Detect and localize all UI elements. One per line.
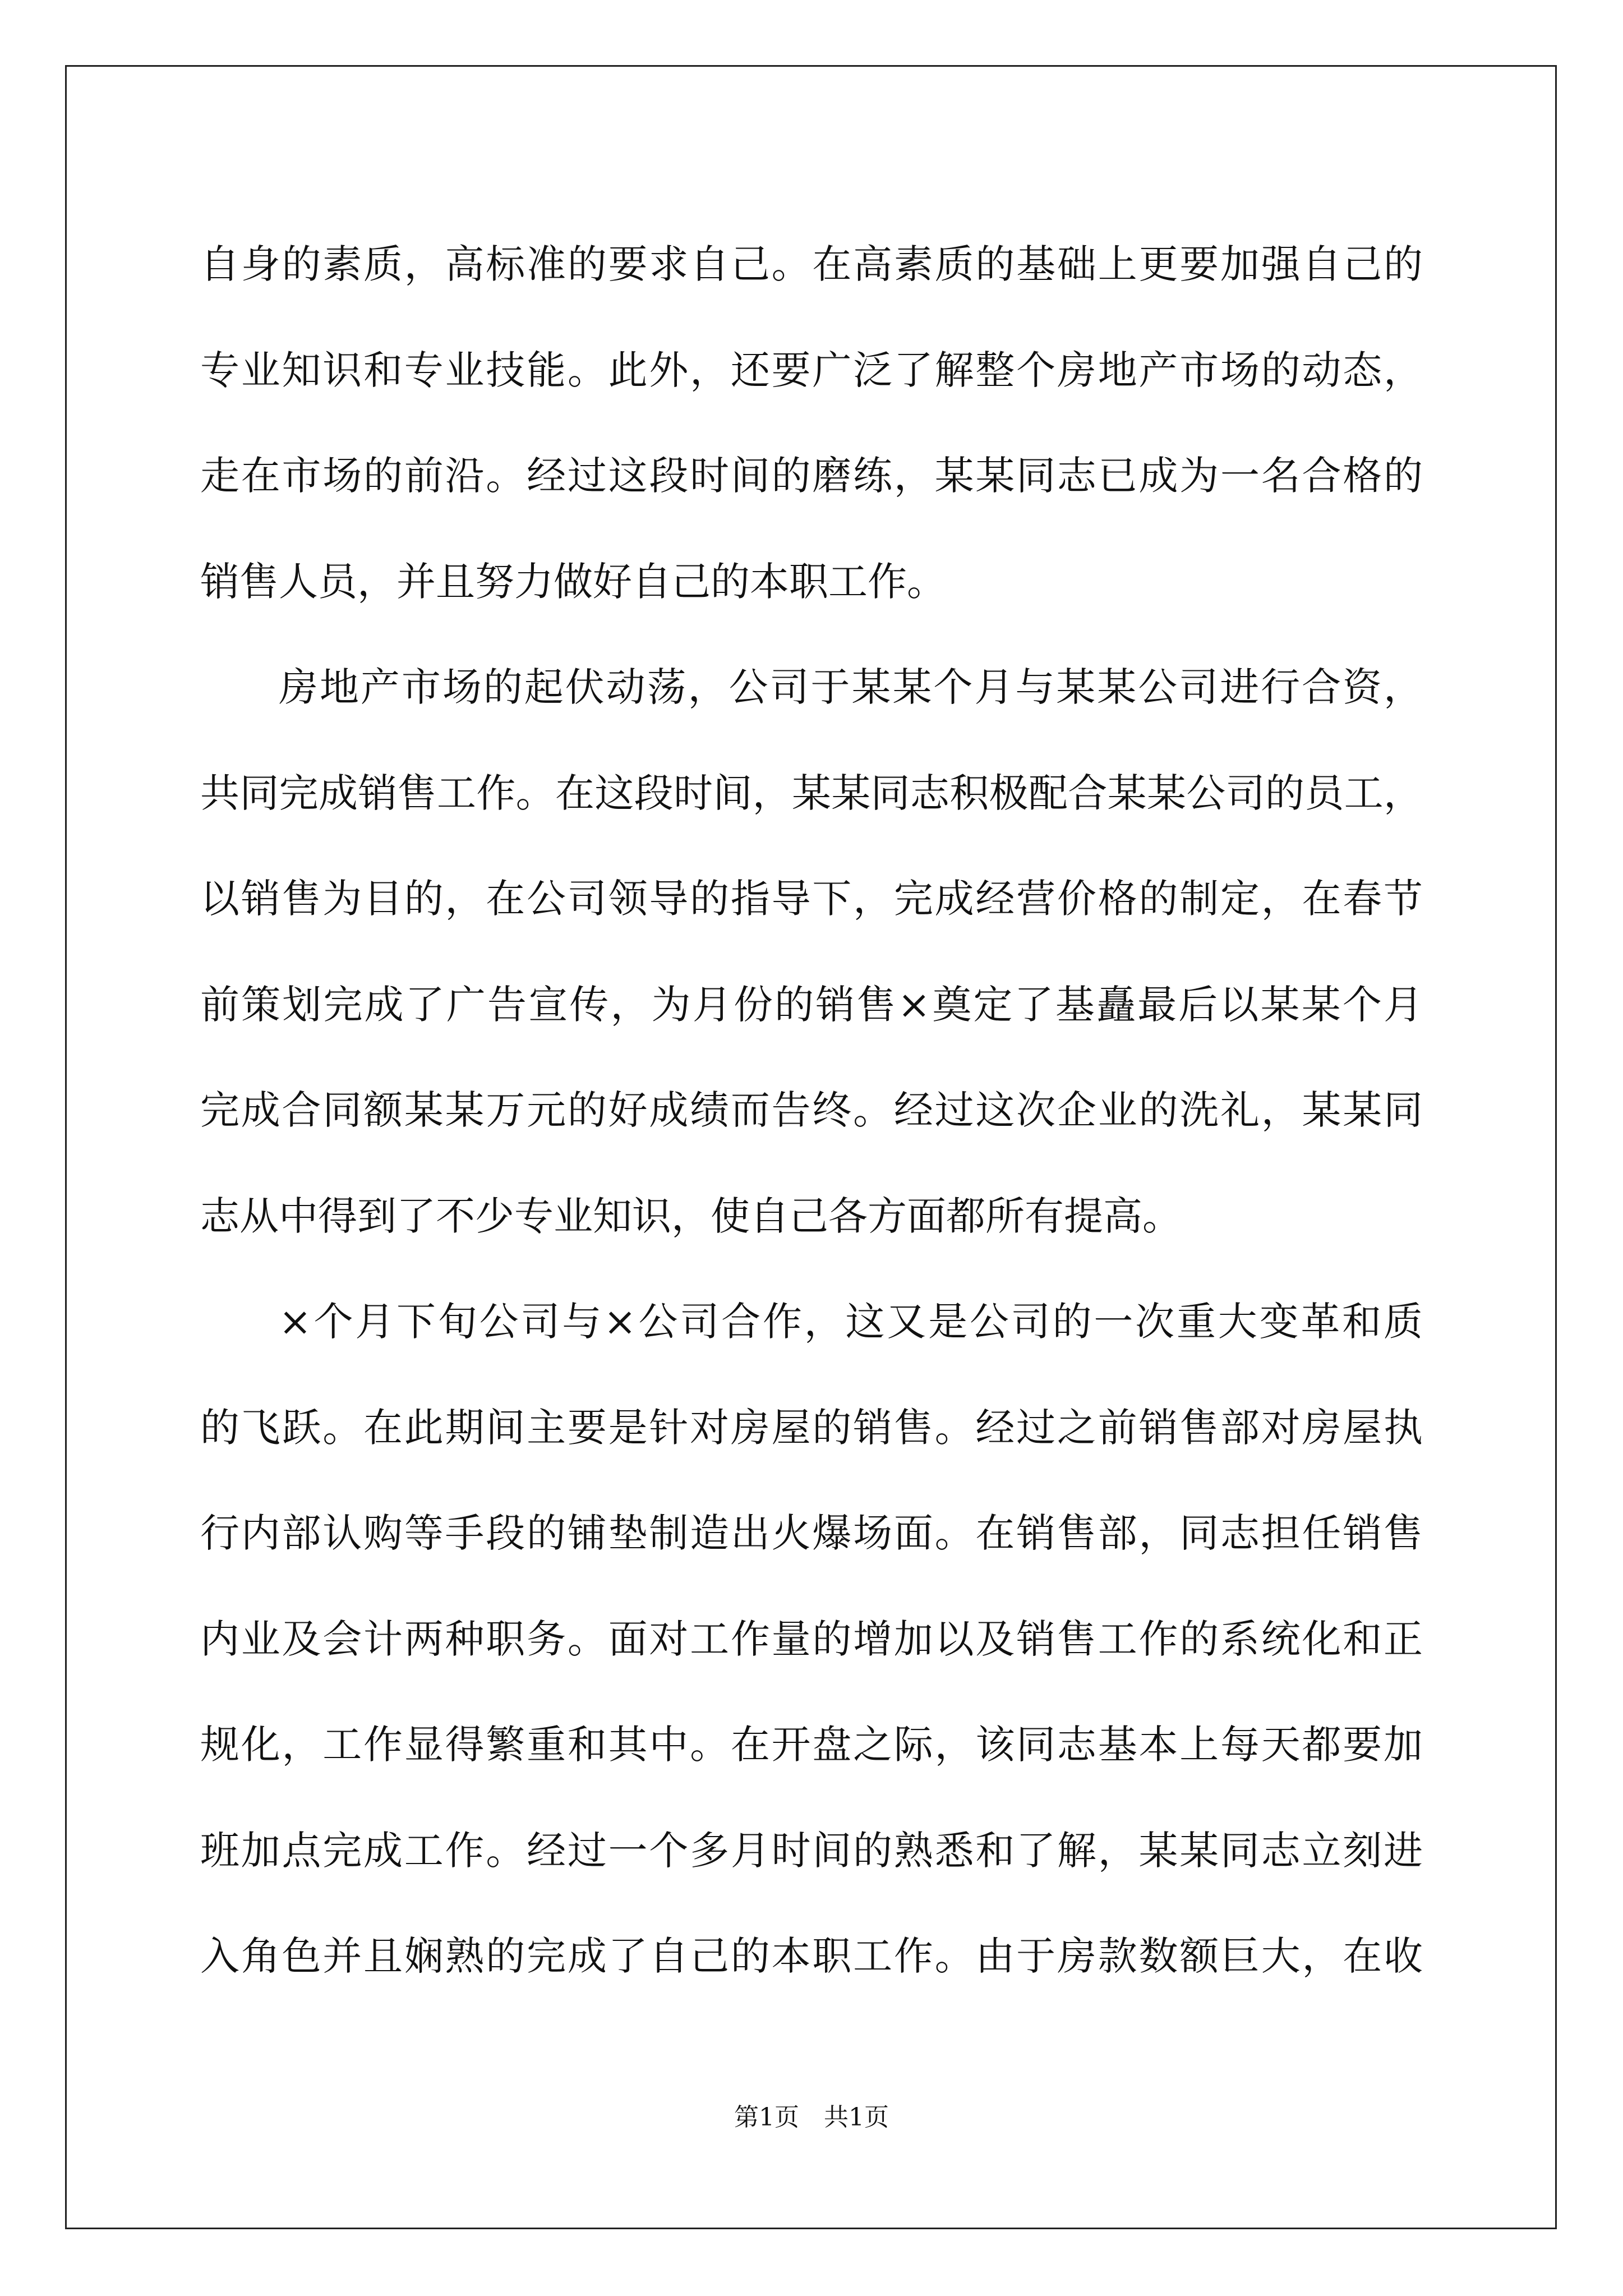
text-line: 完成合同额某某万元的好成绩而告终。经过这次企业的洗礼，某某同 [200, 1087, 1423, 1133]
text-line: 的飞跃。在此期间主要是针对房屋的销售。经过之前销售部对房屋执 [200, 1404, 1423, 1451]
text-line: 共同完成销售工作。在这段时间，某某同志积极配合某某公司的员工， [200, 770, 1423, 816]
text-line: 内业及会计两种职务。面对工作量的增加以及销售工作的系统化和正 [200, 1616, 1423, 1662]
page-number: 第1页 共1页 [734, 2103, 889, 2132]
text-line: 走在市场的前沿。经过这段时间的磨练，某某同志已成为一名合格的 [200, 453, 1423, 499]
text-line: 自身的素质，高标准的要求自己。在高素质的基础上更要加强自己的 [200, 241, 1423, 287]
text-line: 销售人员，并且努力做好自己的本职工作。 [200, 558, 946, 605]
text-line: 前策划完成了广告宣传，为月份的销售×奠定了基矗最后以某某个月 [200, 981, 1423, 1028]
paragraph-first-line: 房地产市场的起伏动荡，公司于某某个月与某某公司进行合资， [279, 664, 1423, 710]
text-line: 入角色并且娴熟的完成了自己的本职工作。由于房款数额巨大，在收 [200, 1933, 1423, 1979]
text-line: 志从中得到了不少专业知识，使自己各方面都所有提高。 [200, 1193, 1182, 1239]
text-line: 行内部认购等手段的铺垫制造出火爆场面。在销售部，同志担任销售 [200, 1510, 1423, 1556]
text-line: 班加点完成工作。经过一个多月时间的熟悉和了解，某某同志立刻进 [200, 1827, 1423, 1874]
text-line: 专业知识和专业技能。此外，还要广泛了解整个房地产市场的动态， [200, 347, 1423, 393]
document-body [200, 211, 1423, 2009]
text-line: 以销售为目的，在公司领导的指导下，完成经营价格的制定，在春节 [200, 876, 1423, 922]
paragraph-first-line: ×个月下旬公司与×公司合作，这又是公司的一次重大变革和质 [279, 1299, 1423, 1345]
text-line: 规化，工作显得繁重和其中。在开盘之际，该同志基本上每天都要加 [200, 1722, 1423, 1768]
